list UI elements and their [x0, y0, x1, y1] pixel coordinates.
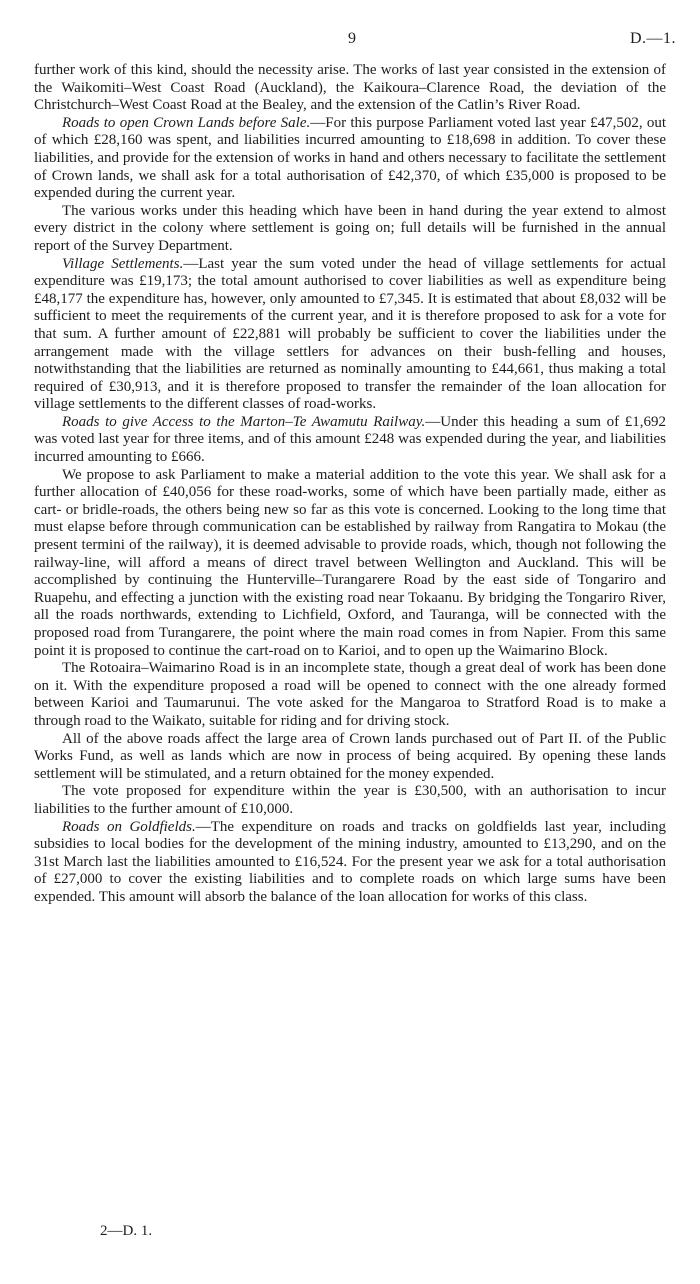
paragraph-text: The Rotoaira–Waimarino Road is in an incomplete state, though a great deal of work has been done on it. With the expenditure proposed a road will be opened to connect with the one already formed between Karioi and Taumarunui. The vote asked for the Mangaroa to Stratford Road is to make a through road to the Waikato, suitable for riding and for driving stock. [34, 660, 666, 729]
section-heading: Roads to open Crown Lands before Sale. [62, 114, 311, 131]
paragraph [34, 203, 666, 256]
paragraph [34, 783, 666, 818]
section-heading: Village Settlements. [62, 255, 184, 272]
paragraph-text: —Under this heading a sum of £1,692 was voted last year for three items, and of this amount £248 was expended during the year, and liabilities incurred amounting to £666. [34, 413, 666, 466]
paragraph [34, 62, 666, 115]
signature-mark: 2—D. 1. [100, 1223, 153, 1239]
paragraph [34, 256, 666, 414]
page-number: 9 [348, 30, 356, 47]
paragraph-text: All of the above roads affect the large area of Crown lands purchased out of Part II. of the Public Works Fund, as well as lands which are now in process of being acquired. By opening these lands settlement will be stimulated, and a return obtained for the money expended. [34, 730, 666, 782]
section-heading: Roads on Goldfields. [62, 818, 196, 835]
paragraph [34, 414, 666, 467]
paragraph [34, 731, 666, 784]
paragraph-text: —For this purpose Parliament voted last year £47,502, out of which £28,160 was spent, and liabilities incurred amounting to £18,698 in addition. To cover these liabilities, and provide for the extension of works in hand and others necessary to facilitate the settlement of Crown lands, we shall ask for a total authorisation of £42,370, of which £35,000 is proposed to be expended during the current year. [34, 114, 666, 202]
body-text [34, 62, 666, 907]
paragraph-text: The vote proposed for expenditure within the year is £30,500, with an authorisation to incur liabilities to the further amount of £10,000. [34, 783, 666, 817]
paragraph-text: We propose to ask Parliament to make a material addition to the vote this year. We shall ask for a further allocation of £40,056 for these road-works, some of which have been partially made, either as cart- or bridle-roads, the others being new so far as this vote is concerned. Looking to the long time that must elapse before through communication can be established by railway from Rangatira to Mokau (the present termini of the railway), it is deemed advisable to provide roads, which, though not following the railway-line, will afford a means of direct travel between Wellington and Auckland. This will be accomplished by continuing the Hunterville–Turangarere Road by the east side of Tongariro and Ruapehu, and effecting a junction with the existing road near Tokaanu. By bridging the Tongariro River, all the roads northwards, extending to Lichfield, Oxford, and Tauranga, will be connected with the proposed road from Turangarere, the point where the main road comes in from Napier. From this same point it is proposed to continue the cart-road on to Karioi, and to open up the Waimarino Block. [34, 466, 666, 659]
document-reference: D.—1. [629, 30, 676, 47]
paragraph-text: —The expenditure on roads and tracks on goldfields last year, including subsidies to local bodies for the development of the mining industry, amounted to £13,290, and on the 31st March last the liabilities amounted to £16,524. For the present year we ask for a total authorisation of £27,000 to cover the existing liabilities and to complete roads on which large sums have been expended. This amount will absorb the balance of the loan allocation for works of this class. [34, 818, 666, 905]
paragraph-text: —Last year the sum voted under the head of village settlements for actual expenditure was £19,173; the total amount authorised to cover liabilities as well as expenditure being £48,177 the expenditure has, however, only amounted to £7,345. It is estimated that about £8,032 will be sufficient to meet the requirements of the current year, and it is therefore proposed to ask for a vote for that sum. A further amount of £22,881 will probably be sufficient to cover the liabilities under the arrangement made with the village settlers for advances on their bush-felling and houses, notwithstanding that the liabilities are returned as nominally amounting to £44,661, thus making a total required of £30,913, and it is therefore proposed to transfer the remainder of the loan allocation for village settlements to the different classes of road-works. [34, 255, 666, 413]
paragraph [34, 660, 666, 730]
paragraph-text: further work of this kind, should the necessity arise. The works of last year consisted in the extension of the Waikomiti–West Coast Road (Auckland), the Kaikoura–Clarence Road, the deviation of the Christchurch–West Coast Road at the Bealey, and the extension of the Catlin’s River Road. [34, 62, 666, 114]
paragraph-text: The various works under this heading which have been in hand during the year extend to almost every district in the colony where settlement is going on; full details will be furnished in the annual report of the Survey Department. [34, 202, 666, 254]
paragraph [34, 819, 666, 907]
page-header [0, 30, 700, 52]
section-heading: Roads to give Access to the Marton–Te Awamutu Railway. [62, 413, 426, 430]
paragraph [34, 115, 666, 203]
paragraph [34, 467, 666, 661]
